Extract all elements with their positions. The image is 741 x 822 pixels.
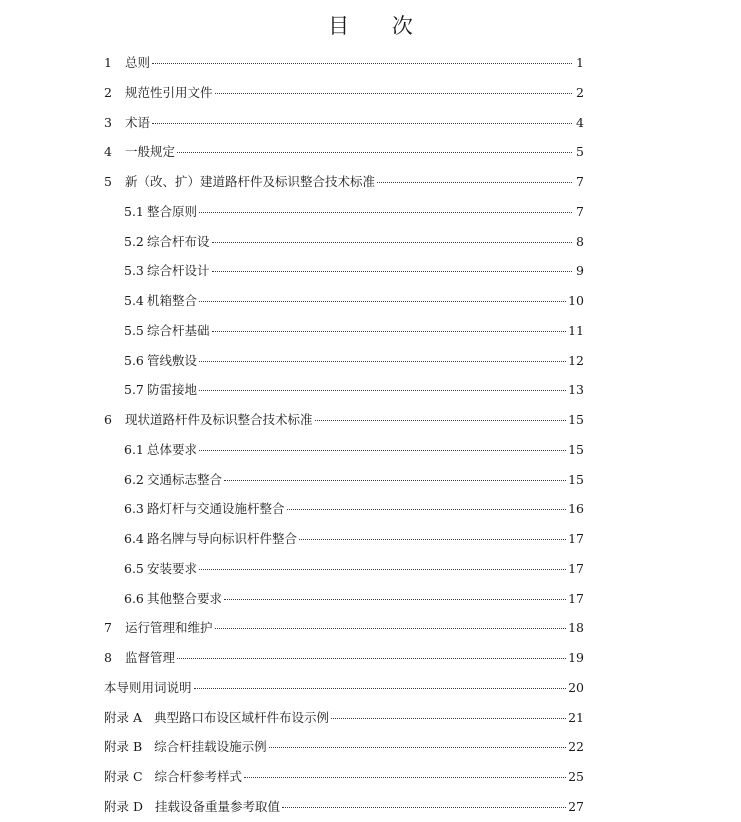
toc-entry-page: 4 xyxy=(576,114,584,130)
toc-entry-page: 12 xyxy=(568,352,584,368)
toc-entry[interactable] xyxy=(104,48,584,78)
toc-entry-page: 15 xyxy=(568,412,584,427)
toc-entry-title: 交通标志整合 xyxy=(147,471,223,487)
toc-dot-leader xyxy=(299,539,566,540)
toc-entry-number: 附录 A xyxy=(104,709,143,725)
toc-entry[interactable] xyxy=(104,613,584,643)
toc-entry-number: 3 xyxy=(104,114,112,130)
toc-entry-number: 6.1 xyxy=(124,441,144,457)
page-title: 目 次 xyxy=(328,14,431,38)
toc-entry-page: 10 xyxy=(568,293,584,308)
toc-entry[interactable] xyxy=(104,643,584,673)
toc-dot-leader xyxy=(215,93,572,94)
toc-entry-number: 5.2 xyxy=(124,233,144,249)
toc-entry-title: 防雷接地 xyxy=(147,382,198,398)
toc-entry[interactable] xyxy=(104,584,584,614)
toc-dot-leader xyxy=(199,390,566,391)
toc-entry-title: 一般规定 xyxy=(125,144,176,160)
toc-entry-title: 路灯杆与交通设施杆整合 xyxy=(147,501,285,517)
toc-entry-page: 19 xyxy=(568,650,584,665)
toc-entry-number: 5.1 xyxy=(124,203,144,219)
toc-entry-page: 18 xyxy=(568,620,584,636)
toc-dot-leader xyxy=(269,747,566,748)
toc-entry[interactable] xyxy=(104,78,584,108)
toc-entry-number: 6.5 xyxy=(124,560,144,576)
toc-entry[interactable] xyxy=(104,673,584,703)
toc-entry-page: 9 xyxy=(576,263,584,279)
toc-entry-title: 总体要求 xyxy=(147,441,198,457)
toc-entry-number: 5.4 xyxy=(124,293,144,308)
toc-entry-page: 17 xyxy=(568,531,584,546)
toc-dot-leader xyxy=(152,63,572,64)
toc-dot-leader xyxy=(199,361,566,362)
toc-entry-number: 6.2 xyxy=(124,471,144,487)
toc-dot-leader xyxy=(224,480,566,481)
toc-entry-page: 11 xyxy=(568,322,584,338)
toc-entry-page: 20 xyxy=(568,679,584,695)
toc-dot-leader xyxy=(287,509,567,510)
toc-entry[interactable] xyxy=(104,137,584,167)
toc-entry[interactable] xyxy=(104,256,584,286)
toc-entry-title: 综合杆布设 xyxy=(147,233,210,249)
toc-dot-leader xyxy=(212,242,572,243)
toc-dot-leader xyxy=(215,628,567,629)
toc-dot-leader xyxy=(199,450,566,451)
toc-entry-number: 附录 B xyxy=(104,739,143,755)
toc-dot-leader xyxy=(331,718,566,719)
toc-entry-number: 1 xyxy=(104,55,112,70)
toc-dot-leader xyxy=(315,420,567,421)
toc-entry-number: 5.6 xyxy=(124,352,144,368)
toc-entry-title: 综合杆参考样式 xyxy=(154,769,243,784)
toc-dot-leader xyxy=(199,569,566,570)
toc-entry[interactable] xyxy=(104,167,584,197)
toc-entry[interactable] xyxy=(104,375,584,405)
toc-dot-leader xyxy=(212,331,567,332)
toc-entry-title: 综合杆设计 xyxy=(147,263,210,279)
toc-entry-number: 5 xyxy=(104,174,112,189)
toc-entry[interactable] xyxy=(104,405,584,435)
toc-entry-title: 安装要求 xyxy=(147,560,198,576)
toc-entry[interactable] xyxy=(104,703,584,733)
toc-entry-title: 总则 xyxy=(125,55,151,70)
toc-dot-leader xyxy=(177,658,566,659)
toc-entry-title: 综合杆挂载设施示例 xyxy=(154,739,267,755)
toc-entry-number: 附录 D xyxy=(104,798,143,814)
toc-entry-page: 25 xyxy=(568,769,584,784)
toc-entry-number: 附录 C xyxy=(104,769,143,784)
toc-entry-title: 其他整合要求 xyxy=(147,590,223,606)
table-of-contents xyxy=(104,48,584,822)
toc-entry-title: 规范性引用文件 xyxy=(125,84,213,100)
toc-dot-leader xyxy=(224,599,566,600)
toc-entry-title: 现状道路杆件及标识整合技术标准 xyxy=(125,412,313,427)
toc-entry-page: 7 xyxy=(576,174,584,189)
toc-entry-number: 8 xyxy=(104,650,112,665)
toc-entry-page: 22 xyxy=(568,739,584,755)
toc-entry-page: 7 xyxy=(576,203,584,219)
toc-dot-leader xyxy=(244,777,566,778)
toc-dot-leader xyxy=(212,271,572,272)
toc-entry[interactable] xyxy=(104,197,584,227)
toc-dot-leader xyxy=(194,688,567,689)
toc-entry-page: 2 xyxy=(576,84,584,100)
toc-entry[interactable] xyxy=(104,435,584,465)
toc-entry-title: 挂载设备重量参考取值 xyxy=(155,798,281,814)
toc-entry[interactable] xyxy=(104,346,584,376)
toc-entry[interactable] xyxy=(104,108,584,138)
toc-entry-page: 15 xyxy=(568,471,584,487)
toc-dot-leader xyxy=(177,152,572,153)
toc-entry-title: 新（改、扩）建道路杆件及标识整合技术标准 xyxy=(125,174,376,189)
toc-dot-leader xyxy=(199,301,566,302)
toc-entry-number: 6 xyxy=(104,412,112,427)
toc-entry[interactable] xyxy=(104,554,584,584)
toc-entry-title: 机箱整合 xyxy=(147,293,198,308)
toc-entry-title: 本导则用词说明 xyxy=(104,679,192,695)
toc-entry-title: 综合杆基础 xyxy=(147,322,210,338)
toc-entry-number: 5.7 xyxy=(124,382,144,398)
toc-entry-number: 4 xyxy=(104,144,112,160)
toc-dot-leader xyxy=(152,123,572,124)
toc-entry[interactable] xyxy=(104,762,584,792)
toc-entry-page: 16 xyxy=(568,501,584,517)
toc-entry-title: 术语 xyxy=(125,114,151,130)
toc-entry-title: 管线敷设 xyxy=(147,352,198,368)
toc-entry-page: 5 xyxy=(576,144,584,160)
toc-entry-number: 2 xyxy=(104,84,112,100)
toc-entry[interactable] xyxy=(104,227,584,257)
toc-dot-leader xyxy=(377,182,572,183)
toc-entry-number: 7 xyxy=(104,620,112,636)
toc-entry-number: 6.4 xyxy=(124,531,144,546)
toc-entry-title: 典型路口布设区域杆件布设示例 xyxy=(154,709,330,725)
toc-entry[interactable] xyxy=(104,286,584,316)
toc-entry-page: 8 xyxy=(576,233,584,249)
toc-entry[interactable] xyxy=(104,732,584,762)
toc-entry-number: 5.5 xyxy=(124,322,144,338)
toc-entry-page: 27 xyxy=(568,798,584,814)
toc-entry-page: 17 xyxy=(568,590,584,606)
toc-entry-number: 6.3 xyxy=(124,501,144,517)
toc-entry[interactable] xyxy=(104,316,584,346)
toc-entry-page: 15 xyxy=(568,441,584,457)
toc-entry[interactable] xyxy=(104,524,584,554)
toc-entry-title: 运行管理和维护 xyxy=(125,620,213,636)
toc-entry-page: 21 xyxy=(568,709,584,725)
toc-entry-number: 5.3 xyxy=(124,263,144,279)
toc-entry-page: 13 xyxy=(568,382,584,398)
toc-dot-leader xyxy=(199,212,572,213)
toc-entry-title: 监督管理 xyxy=(125,650,176,665)
toc-entry-title: 路名牌与导向标识杆件整合 xyxy=(147,531,298,546)
toc-entry-number: 6.6 xyxy=(124,590,144,606)
toc-entry[interactable] xyxy=(104,792,584,822)
toc-entry[interactable] xyxy=(104,494,584,524)
toc-entry-page: 17 xyxy=(568,560,584,576)
toc-dot-leader xyxy=(282,807,566,808)
toc-entry-title: 整合原则 xyxy=(147,203,198,219)
toc-entry-page: 1 xyxy=(576,55,584,70)
toc-entry[interactable] xyxy=(104,465,584,495)
